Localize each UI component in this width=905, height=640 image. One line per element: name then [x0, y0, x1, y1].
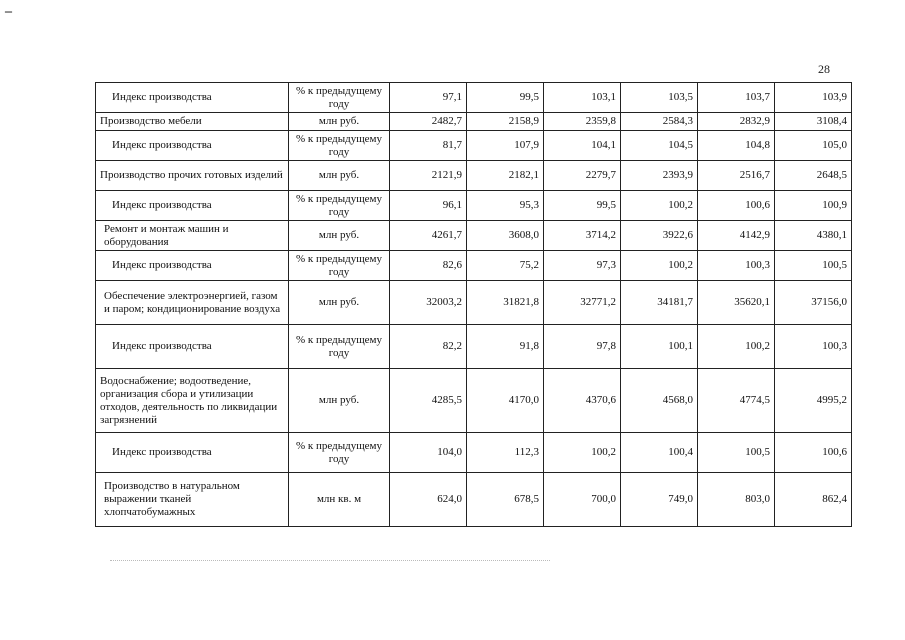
- row-unit: млн руб.: [289, 221, 390, 251]
- value-cell: 97,1: [390, 83, 467, 113]
- value-cell: 31821,8: [467, 281, 544, 325]
- value-cell: 4285,5: [390, 369, 467, 433]
- value-cell: 100,3: [775, 325, 852, 369]
- row-label: Производство прочих готовых изделий: [96, 161, 289, 191]
- value-cell: 678,5: [467, 473, 544, 527]
- row-label: Индекс производства: [96, 83, 289, 113]
- statistics-table: [95, 82, 852, 527]
- value-cell: 100,2: [698, 325, 775, 369]
- value-cell: 91,8: [467, 325, 544, 369]
- value-cell: 2279,7: [544, 161, 621, 191]
- value-cell: 37156,0: [775, 281, 852, 325]
- value-cell: 32771,2: [544, 281, 621, 325]
- value-cell: 104,0: [390, 433, 467, 473]
- value-cell: 862,4: [775, 473, 852, 527]
- table-row: [96, 161, 852, 191]
- row-unit: млн руб.: [289, 369, 390, 433]
- table-row: [96, 281, 852, 325]
- table-row: [96, 473, 852, 527]
- table-row: [96, 221, 852, 251]
- value-cell: 100,2: [544, 433, 621, 473]
- scan-artifact: [110, 560, 550, 565]
- value-cell: 99,5: [544, 191, 621, 221]
- value-cell: 4170,0: [467, 369, 544, 433]
- row-unit: % к предыдущему году: [289, 325, 390, 369]
- row-label: Индекс производства: [96, 433, 289, 473]
- value-cell: 3608,0: [467, 221, 544, 251]
- value-cell: 100,6: [775, 433, 852, 473]
- row-unit: % к предыдущему году: [289, 433, 390, 473]
- value-cell: 75,2: [467, 251, 544, 281]
- value-cell: 103,7: [698, 83, 775, 113]
- value-cell: 4370,6: [544, 369, 621, 433]
- value-cell: 749,0: [621, 473, 698, 527]
- value-cell: 99,5: [467, 83, 544, 113]
- value-cell: 3714,2: [544, 221, 621, 251]
- value-cell: 4261,7: [390, 221, 467, 251]
- row-unit: % к предыдущему году: [289, 131, 390, 161]
- row-label: Индекс производства: [96, 191, 289, 221]
- row-unit: % к предыдущему году: [289, 191, 390, 221]
- value-cell: 35620,1: [698, 281, 775, 325]
- value-cell: 97,3: [544, 251, 621, 281]
- value-cell: 4568,0: [621, 369, 698, 433]
- value-cell: 100,3: [698, 251, 775, 281]
- value-cell: 2648,5: [775, 161, 852, 191]
- value-cell: 82,2: [390, 325, 467, 369]
- value-cell: 82,6: [390, 251, 467, 281]
- table-row: [96, 191, 852, 221]
- value-cell: 2584,3: [621, 113, 698, 131]
- value-cell: 100,1: [621, 325, 698, 369]
- value-cell: 100,6: [698, 191, 775, 221]
- row-label: Производство мебели: [96, 113, 289, 131]
- row-label: Обеспечение электроэнергией, газом и паром; кондиционирование воздуха: [96, 281, 289, 325]
- value-cell: 34181,7: [621, 281, 698, 325]
- row-label: Индекс производства: [96, 325, 289, 369]
- row-label: Ремонт и монтаж машин и оборудования: [96, 221, 289, 251]
- value-cell: 104,8: [698, 131, 775, 161]
- value-cell: 103,5: [621, 83, 698, 113]
- value-cell: 4380,1: [775, 221, 852, 251]
- value-cell: 112,3: [467, 433, 544, 473]
- value-cell: 4995,2: [775, 369, 852, 433]
- table-row: [96, 83, 852, 113]
- table-row: [96, 369, 852, 433]
- value-cell: 2158,9: [467, 113, 544, 131]
- row-unit: млн руб.: [289, 281, 390, 325]
- value-cell: 2182,1: [467, 161, 544, 191]
- corner-mark: –: [5, 4, 12, 19]
- value-cell: 624,0: [390, 473, 467, 527]
- row-label: Водоснабжение; водоотведение, организация сбора и утилизации отходов, деятельность по ликвидации загрязнений: [96, 369, 289, 433]
- value-cell: 100,4: [621, 433, 698, 473]
- value-cell: 100,5: [775, 251, 852, 281]
- table-row: [96, 325, 852, 369]
- value-cell: 2832,9: [698, 113, 775, 131]
- value-cell: 105,0: [775, 131, 852, 161]
- value-cell: 96,1: [390, 191, 467, 221]
- row-unit: % к предыдущему году: [289, 83, 390, 113]
- value-cell: 32003,2: [390, 281, 467, 325]
- value-cell: 3922,6: [621, 221, 698, 251]
- value-cell: 107,9: [467, 131, 544, 161]
- value-cell: 81,7: [390, 131, 467, 161]
- value-cell: 2359,8: [544, 113, 621, 131]
- value-cell: 700,0: [544, 473, 621, 527]
- table-row: [96, 131, 852, 161]
- value-cell: 4142,9: [698, 221, 775, 251]
- table-row: [96, 251, 852, 281]
- row-unit: % к предыдущему году: [289, 251, 390, 281]
- value-cell: 104,5: [621, 131, 698, 161]
- row-unit: млн кв. м: [289, 473, 390, 527]
- row-label: Индекс производства: [96, 251, 289, 281]
- table-row: [96, 433, 852, 473]
- value-cell: 95,3: [467, 191, 544, 221]
- value-cell: 2121,9: [390, 161, 467, 191]
- value-cell: 4774,5: [698, 369, 775, 433]
- page-number: 28: [818, 62, 830, 76]
- row-unit: млн руб.: [289, 161, 390, 191]
- value-cell: 100,2: [621, 191, 698, 221]
- value-cell: 100,5: [698, 433, 775, 473]
- value-cell: 2482,7: [390, 113, 467, 131]
- value-cell: 104,1: [544, 131, 621, 161]
- value-cell: 2393,9: [621, 161, 698, 191]
- row-label: Индекс производства: [96, 131, 289, 161]
- table-row: [96, 113, 852, 131]
- value-cell: 100,2: [621, 251, 698, 281]
- value-cell: 103,1: [544, 83, 621, 113]
- value-cell: 3108,4: [775, 113, 852, 131]
- row-label: Производство в натуральном выражении тканей хлопчатобумажных: [96, 473, 289, 527]
- value-cell: 2516,7: [698, 161, 775, 191]
- row-unit: млн руб.: [289, 113, 390, 131]
- value-cell: 100,9: [775, 191, 852, 221]
- value-cell: 103,9: [775, 83, 852, 113]
- value-cell: 803,0: [698, 473, 775, 527]
- value-cell: 97,8: [544, 325, 621, 369]
